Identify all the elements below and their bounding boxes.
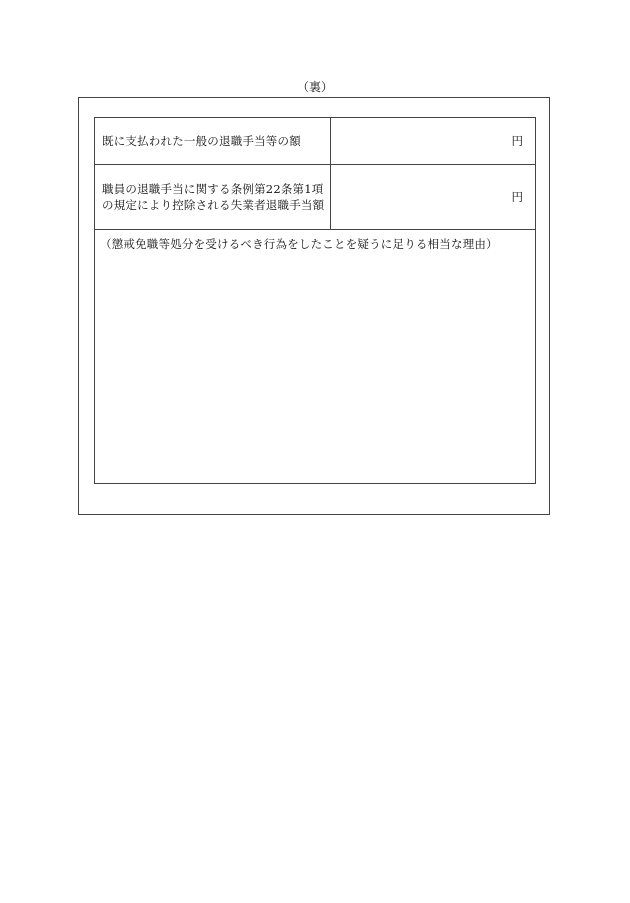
form-table (94, 117, 536, 484)
page-heading: （裏） (296, 80, 333, 94)
deducted-allowance-unit: 円 (511, 190, 523, 204)
table-row-paid-allowance (95, 118, 535, 165)
deducted-allowance-value-field[interactable] (331, 165, 535, 229)
deducted-allowance-label-line-1: 職員の退職手当に関する条例第22条第1項 (102, 182, 324, 196)
deducted-allowance-label-line-2: の規定により控除される失業者退職手当額 (102, 198, 325, 212)
deducted-allowance-label-cell (95, 165, 331, 229)
reason-label: （懲戒免職等処分を受けるべき行為をしたことを疑うに足りる相当な理由） (100, 237, 498, 251)
paid-allowance-value-field[interactable] (331, 118, 535, 164)
reason-text-area[interactable] (95, 230, 535, 483)
paid-allowance-label: 既に支払われた一般の退職手当等の額 (102, 134, 301, 148)
table-row-deducted-allowance (95, 165, 535, 230)
paid-allowance-label-cell (95, 118, 331, 164)
paid-allowance-unit: 円 (511, 134, 523, 148)
form-outer-frame (78, 97, 550, 515)
